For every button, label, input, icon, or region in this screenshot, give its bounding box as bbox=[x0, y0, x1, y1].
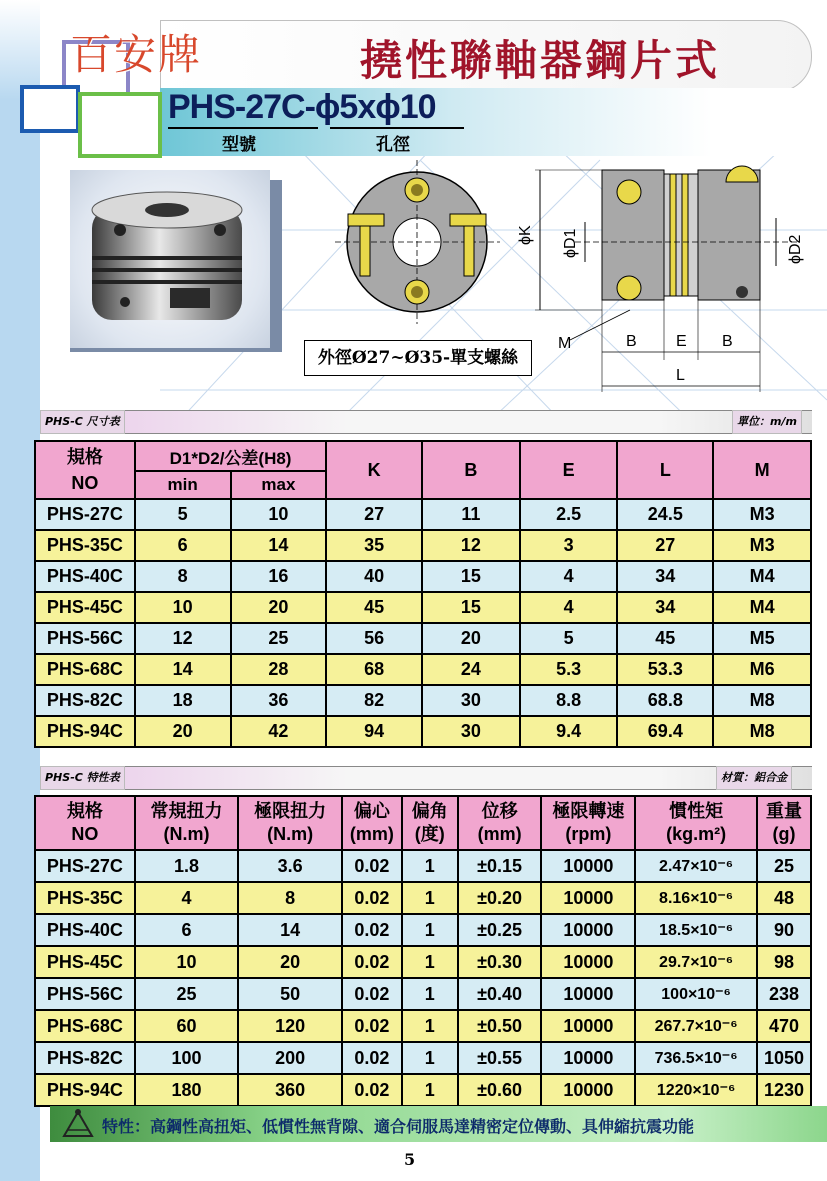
dim-cell: 24 bbox=[422, 654, 520, 685]
dim-cell: 11 bbox=[422, 499, 520, 530]
dim-cell-model: PHS-40C bbox=[35, 561, 135, 592]
brand-name: 百安牌 bbox=[70, 30, 203, 79]
char-cell: 50 bbox=[238, 978, 342, 1010]
dim-cell: 14 bbox=[231, 530, 327, 561]
char-header-cell: 常規扭力 (N.m) bbox=[135, 796, 239, 850]
char-cell: 360 bbox=[238, 1074, 342, 1106]
page-title: 撓性聯軸器鋼片式 bbox=[360, 36, 721, 85]
char-cell: 10000 bbox=[541, 1010, 635, 1042]
char-header-cell: 極限扭力 (N.m) bbox=[238, 796, 342, 850]
dim-cell: 9.4 bbox=[520, 716, 618, 747]
dim-cell: 45 bbox=[617, 623, 713, 654]
dim-header-b: B bbox=[422, 441, 520, 499]
char-table-row bbox=[35, 914, 811, 946]
char-cell: 120 bbox=[238, 1010, 342, 1042]
model-label: 型號 bbox=[222, 135, 256, 155]
char-cell-model: PHS-68C bbox=[35, 1010, 135, 1042]
dim-cell-model: PHS-82C bbox=[35, 685, 135, 716]
char-cell: ±0.55 bbox=[458, 1042, 542, 1074]
dim-cell-model: PHS-68C bbox=[35, 654, 135, 685]
model-underline bbox=[168, 127, 318, 129]
char-cell: 8.16×10⁻⁶ bbox=[635, 882, 757, 914]
char-header-cell: 重量 (g) bbox=[757, 796, 811, 850]
product-photo bbox=[70, 170, 270, 348]
dim-cell: 3 bbox=[520, 530, 618, 561]
dim-table-unit: 單位：m/m bbox=[732, 410, 802, 434]
drawing-label-d2: ϕD2 bbox=[787, 234, 804, 264]
char-cell: ±0.15 bbox=[458, 850, 542, 882]
char-cell: 100 bbox=[135, 1042, 239, 1074]
char-cell: 60 bbox=[135, 1010, 239, 1042]
dim-header-e: E bbox=[520, 441, 618, 499]
dim-table-body bbox=[35, 499, 811, 747]
dim-cell: 45 bbox=[326, 592, 422, 623]
page-number: 5 bbox=[404, 1150, 416, 1169]
char-table-row bbox=[35, 978, 811, 1010]
char-table-band bbox=[40, 766, 812, 790]
char-cell: 6 bbox=[135, 914, 239, 946]
dim-cell: 2.5 bbox=[520, 499, 618, 530]
dim-table-row bbox=[35, 592, 811, 623]
char-cell: 10000 bbox=[541, 1042, 635, 1074]
dim-header-d-group: D1*D2/公差(H8) bbox=[135, 441, 327, 471]
char-cell-model: PHS-40C bbox=[35, 914, 135, 946]
char-header-cell: 慣性矩 (kg.m²) bbox=[635, 796, 757, 850]
dim-cell: M8 bbox=[713, 685, 811, 716]
char-cell: 8 bbox=[238, 882, 342, 914]
dim-header-l: L bbox=[617, 441, 713, 499]
characteristics-table bbox=[34, 795, 812, 1107]
compass-icon bbox=[60, 1108, 100, 1140]
dim-cell: 4 bbox=[520, 592, 618, 623]
char-cell: 1 bbox=[402, 914, 458, 946]
drawing-label-d1: ϕD1 bbox=[562, 228, 579, 258]
dim-cell: 94 bbox=[326, 716, 422, 747]
char-table-body bbox=[35, 850, 811, 1106]
char-cell: 1050 bbox=[757, 1042, 811, 1074]
drawing-label-k: ϕK bbox=[517, 225, 534, 245]
char-cell: 1 bbox=[402, 1074, 458, 1106]
char-cell-model: PHS-94C bbox=[35, 1074, 135, 1106]
char-cell: 98 bbox=[757, 946, 811, 978]
char-cell: ±0.30 bbox=[458, 946, 542, 978]
coupling-photo-illustration bbox=[70, 170, 270, 348]
dim-cell: 20 bbox=[135, 716, 231, 747]
dim-cell: 14 bbox=[135, 654, 231, 685]
dim-table-row bbox=[35, 623, 811, 654]
dim-cell: M4 bbox=[713, 592, 811, 623]
drawing-note: 外徑Ø27~Ø35-單支螺絲 bbox=[304, 340, 532, 376]
char-cell: 4 bbox=[135, 882, 239, 914]
char-cell: 0.02 bbox=[342, 946, 402, 978]
char-table-material: 材質：鋁合金 bbox=[716, 766, 792, 790]
dim-header-min: min bbox=[135, 471, 231, 499]
char-cell: 1 bbox=[402, 850, 458, 882]
dim-cell: M5 bbox=[713, 623, 811, 654]
dim-cell-model: PHS-35C bbox=[35, 530, 135, 561]
char-cell: 10000 bbox=[541, 946, 635, 978]
dim-cell: 30 bbox=[422, 716, 520, 747]
char-cell: 29.7×10⁻⁶ bbox=[635, 946, 757, 978]
char-cell: 25 bbox=[135, 978, 239, 1010]
dim-table-row bbox=[35, 561, 811, 592]
char-cell: 470 bbox=[757, 1010, 811, 1042]
char-cell: 48 bbox=[757, 882, 811, 914]
dim-header-spec: 規格 NO bbox=[35, 441, 135, 499]
char-header-cell: 規格 NO bbox=[35, 796, 135, 850]
dim-cell: 16 bbox=[231, 561, 327, 592]
char-table-row bbox=[35, 946, 811, 978]
char-cell: ±0.40 bbox=[458, 978, 542, 1010]
dim-table-row bbox=[35, 685, 811, 716]
char-cell: 180 bbox=[135, 1074, 239, 1106]
char-cell: 0.02 bbox=[342, 1042, 402, 1074]
dim-cell: M3 bbox=[713, 530, 811, 561]
char-cell: 2.47×10⁻⁶ bbox=[635, 850, 757, 882]
char-cell: 1 bbox=[402, 1042, 458, 1074]
char-header-cell: 偏角 (度) bbox=[402, 796, 458, 850]
char-table-tag: PHS-C 特性表 bbox=[40, 766, 125, 790]
char-cell: 0.02 bbox=[342, 914, 402, 946]
dim-cell-model: PHS-45C bbox=[35, 592, 135, 623]
char-table-row bbox=[35, 882, 811, 914]
dim-cell: 28 bbox=[231, 654, 327, 685]
char-cell: 267.7×10⁻⁶ bbox=[635, 1010, 757, 1042]
dim-cell: 15 bbox=[422, 592, 520, 623]
char-cell: 1 bbox=[402, 882, 458, 914]
bore-underline bbox=[330, 127, 464, 129]
dim-cell-model: PHS-94C bbox=[35, 716, 135, 747]
char-cell: 20 bbox=[238, 946, 342, 978]
dim-cell: 5 bbox=[520, 623, 618, 654]
drawing-label-m: M bbox=[558, 335, 572, 352]
dim-cell: 5.3 bbox=[520, 654, 618, 685]
dim-table-row bbox=[35, 716, 811, 747]
dim-cell: 20 bbox=[422, 623, 520, 654]
dim-cell: 68 bbox=[326, 654, 422, 685]
char-cell: 1 bbox=[402, 1010, 458, 1042]
drawing-label-e: E bbox=[676, 333, 687, 350]
char-cell: 0.02 bbox=[342, 978, 402, 1010]
char-cell: 90 bbox=[757, 914, 811, 946]
char-cell: 0.02 bbox=[342, 1010, 402, 1042]
dim-cell: 15 bbox=[422, 561, 520, 592]
char-cell: ±0.50 bbox=[458, 1010, 542, 1042]
char-cell-model: PHS-35C bbox=[35, 882, 135, 914]
dim-cell: 36 bbox=[231, 685, 327, 716]
dim-cell: 8.8 bbox=[520, 685, 618, 716]
char-cell: 14 bbox=[238, 914, 342, 946]
dim-cell: M8 bbox=[713, 716, 811, 747]
model-number: PHS-27C-ϕ5xϕ10 bbox=[168, 88, 436, 126]
char-header-cell: 極限轉速 (rpm) bbox=[541, 796, 635, 850]
char-cell: 0.02 bbox=[342, 850, 402, 882]
features-text: 特性：高鋼性高扭矩、低慣性無背隙、適合伺服馬達精密定位傳動、具伸縮抗震功能 bbox=[102, 1117, 695, 1136]
char-cell: 200 bbox=[238, 1042, 342, 1074]
dim-cell: 69.4 bbox=[617, 716, 713, 747]
dim-cell: 8 bbox=[135, 561, 231, 592]
dim-cell: 42 bbox=[231, 716, 327, 747]
char-cell: 1 bbox=[402, 946, 458, 978]
char-cell: ±0.20 bbox=[458, 882, 542, 914]
dim-cell: 34 bbox=[617, 592, 713, 623]
dim-cell: 30 bbox=[422, 685, 520, 716]
char-cell: 10 bbox=[135, 946, 239, 978]
char-cell: 0.02 bbox=[342, 882, 402, 914]
dim-cell-model: PHS-56C bbox=[35, 623, 135, 654]
deco-square-green bbox=[78, 92, 162, 158]
char-table-row bbox=[35, 1042, 811, 1074]
dim-cell: 24.5 bbox=[617, 499, 713, 530]
char-cell: 10000 bbox=[541, 914, 635, 946]
dim-cell: M6 bbox=[713, 654, 811, 685]
dim-cell: 10 bbox=[231, 499, 327, 530]
dim-cell: 53.3 bbox=[617, 654, 713, 685]
char-cell: 1 bbox=[402, 978, 458, 1010]
dim-cell: 35 bbox=[326, 530, 422, 561]
char-cell: 10000 bbox=[541, 882, 635, 914]
dim-table-row bbox=[35, 654, 811, 685]
char-header-cell: 偏心 (mm) bbox=[342, 796, 402, 850]
char-cell-model: PHS-82C bbox=[35, 1042, 135, 1074]
dim-header-m: M bbox=[713, 441, 811, 499]
dim-cell: 20 bbox=[231, 592, 327, 623]
char-table-row bbox=[35, 850, 811, 882]
deco-square-blue bbox=[20, 85, 80, 133]
char-cell: ±0.25 bbox=[458, 914, 542, 946]
char-cell: 238 bbox=[757, 978, 811, 1010]
dim-table-tag: PHS-C 尺寸表 bbox=[40, 410, 125, 434]
char-cell: 736.5×10⁻⁶ bbox=[635, 1042, 757, 1074]
dim-table-band bbox=[40, 410, 812, 434]
char-cell: 25 bbox=[757, 850, 811, 882]
dim-cell: 27 bbox=[326, 499, 422, 530]
dim-cell: 25 bbox=[231, 623, 327, 654]
char-cell: 1230 bbox=[757, 1074, 811, 1106]
char-table-row bbox=[35, 1010, 811, 1042]
dim-table-row bbox=[35, 530, 811, 561]
dim-cell: M3 bbox=[713, 499, 811, 530]
dimension-table bbox=[34, 440, 812, 748]
dim-cell: 27 bbox=[617, 530, 713, 561]
dim-cell: 40 bbox=[326, 561, 422, 592]
char-cell: 10000 bbox=[541, 1074, 635, 1106]
char-table-row bbox=[35, 1074, 811, 1106]
dim-cell: 10 bbox=[135, 592, 231, 623]
dim-cell: M4 bbox=[713, 561, 811, 592]
char-cell: 1220×10⁻⁶ bbox=[635, 1074, 757, 1106]
char-cell: 0.02 bbox=[342, 1074, 402, 1106]
dim-cell: 5 bbox=[135, 499, 231, 530]
dim-cell: 12 bbox=[135, 623, 231, 654]
char-cell: 100×10⁻⁶ bbox=[635, 978, 757, 1010]
bore-label: 孔徑 bbox=[376, 135, 410, 155]
dim-header-k: K bbox=[326, 441, 422, 499]
char-cell: 18.5×10⁻⁶ bbox=[635, 914, 757, 946]
drawing-label-b-right: B bbox=[722, 333, 733, 350]
dim-cell: 82 bbox=[326, 685, 422, 716]
char-cell-model: PHS-45C bbox=[35, 946, 135, 978]
dim-cell-model: PHS-27C bbox=[35, 499, 135, 530]
char-cell: ±0.60 bbox=[458, 1074, 542, 1106]
dim-cell: 6 bbox=[135, 530, 231, 561]
char-cell: 10000 bbox=[541, 850, 635, 882]
dim-cell: 56 bbox=[326, 623, 422, 654]
dim-cell: 18 bbox=[135, 685, 231, 716]
char-cell: 3.6 bbox=[238, 850, 342, 882]
dim-header-max: max bbox=[231, 471, 327, 499]
dim-cell: 4 bbox=[520, 561, 618, 592]
dim-table-row bbox=[35, 499, 811, 530]
char-cell-model: PHS-56C bbox=[35, 978, 135, 1010]
drawing-label-b-left: B bbox=[626, 333, 637, 350]
dim-cell: 68.8 bbox=[617, 685, 713, 716]
char-header-cell: 位移 (mm) bbox=[458, 796, 542, 850]
char-cell: 1.8 bbox=[135, 850, 239, 882]
drawing-label-l: L bbox=[676, 367, 685, 384]
char-cell: 10000 bbox=[541, 978, 635, 1010]
dim-cell: 34 bbox=[617, 561, 713, 592]
dim-cell: 12 bbox=[422, 530, 520, 561]
char-cell-model: PHS-27C bbox=[35, 850, 135, 882]
